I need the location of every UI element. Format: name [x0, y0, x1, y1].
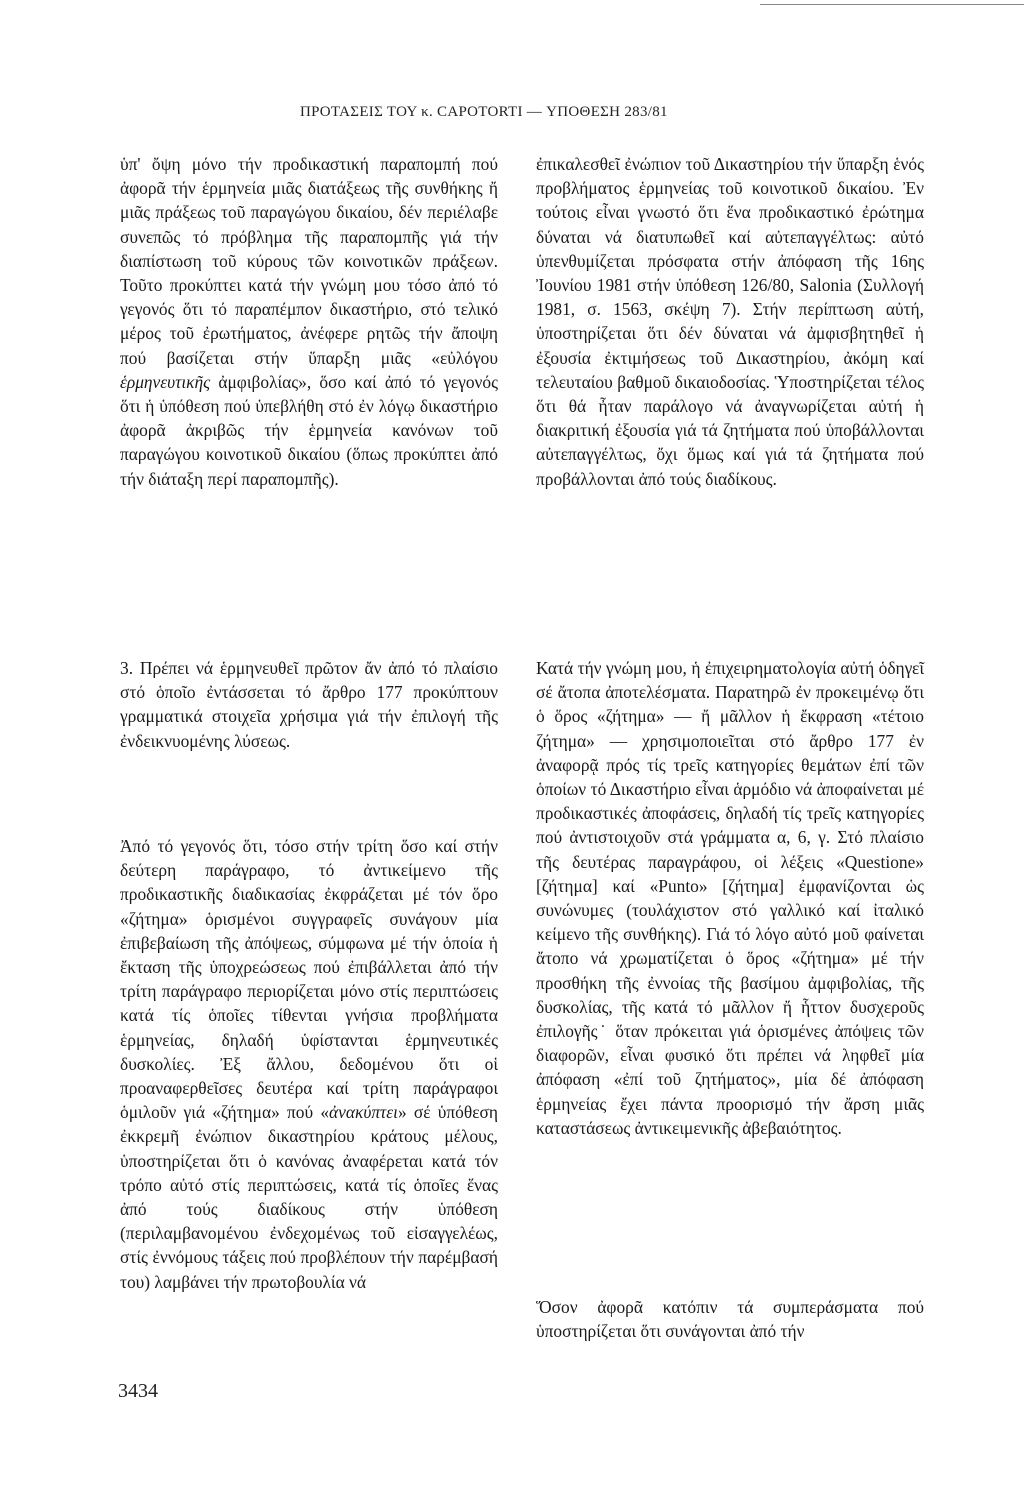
left-paragraph-3	[120, 834, 498, 1294]
left-paragraph-3-text-a: Ἀπό τό γεγονός ὅτι, τόσο στήν τρίτη ὅσο καί στήν δεύτερη παράγραφο, τό ἀντικείμενο τῆς προδικαστικῆς διαδικασίας ἐκφράζεται μέ τόν ὅρο «ζήτημα» ὁρισμένοι συγγραφεῖς συνάγουν μία ἐπιβεβαίωση τῆς ἀπόψεως, σύμφωνα μέ τήν ὁποία ἡ ἔκταση τῆς ὑποχρεώσεως πού ἐπιβάλλεται ἀπό τήν τρίτη παράγραφο περιορίζεται μόνο στίς περιπτώσεις κατά τίς ὁποῖες τίθενται γνήσια προβλήματα ἑρμηνείας, δηλαδή ὑφίστανται ἑρμηνευτικές δυσκολίες. Ἐξ ἄλλου, δεδομένου ὅτι οἱ προαναφερθεῖσες δευτέρα καί τρίτη παράγραφοι ὁμιλοῦν γιά «ζήτημα» πού «	[120, 836, 498, 1123]
right-paragraph-2-text: Κατά τήν γνώμη μου, ἡ ἐπιχειρηματολογία αὐτή ὁδηγεῖ σέ ἄτοπα ἀποτελέσματα. Παρατηρῶ ἐν προκειμένῳ ὅτι ὁ ὅρος «ζήτημα» — ἤ μᾶλλον ἡ ἔκφραση «τέτοιο ζήτημα» — χρησιμοποιεῖται στό ἄρθρο 177 ἐν ἀναφορᾷ πρός τίς τρεῖς κατηγορίες θεμάτων ἐπί τῶν ὁποίων τό Δικαστήριο εἶναι ἁρμόδιο νά ἀποφαίνεται μέ προδικαστικές ἀποφάσεις, δηλαδή τίς τρεῖς κατηγορίες πού ἀντιστοιχοῦν στά γράμματα α, 6, γ. Στό πλαίσιο τῆς δευτέρας παραγράφου, οἱ λέξεις «Questione» [ζήτημα] καί «Punto» [ζήτημα] ἐμφανίζονται ὡς συνώνυμες (τουλάχιστον στό γαλλικό καί ἰταλικό κείμενο τῆς συνθήκης). Γιά τό λόγο αὐτό μοῦ φαίνεται ἄτοπο νά χρωματίζεται ὁ ὅρος «ζήτημα» μέ τήν προσθήκη τῆς ἐννοίας τῆς βασίμου ἀμφιβολίας, τῆς δυσκολίας, τῆς κατά τό μᾶλλον ἤ ἧττον δυσχεροῦς ἐπιλογῆς˙ ὅταν πρόκειται γιά ὁρισμένες ἀπόψεις τῶν διαφορῶν, εἶναι φυσικό ὅτι πρέπει νά ληφθεῖ μία ἀπόφαση «ἐπί τοῦ ζητήματος», μία δέ ἀπόφαση ἑρμηνείας ἔχει πάντα προορισμό τήν ἄρση μιᾶς καταστάσεως ἀντικειμενικῆς ἀβεβαιότητος.	[536, 658, 924, 1138]
left-paragraph-1-text-b: ἀμφιβολίας», ὅσο καί ἀπό τό γεγονός ὅτι ἡ ὑπόθεση πού ὑπεβλήθη στό ἐν λόγῳ δικαστήριο ἀφορᾶ ἀκριβῶς τήν ἑρμηνεία κανόνων τοῦ παραγώγου κοινοτικοῦ δικαίου (ὅπως προκύπτει ἀπό τήν διάταξη περί παραπομπῆς).	[120, 371, 498, 489]
right-paragraph-1	[536, 152, 924, 491]
section-3-paragraph: 3. Πρέπει νά ἑρμηνευθεῖ πρῶτον ἄν ἀπό τό πλαίσιο στό ὁποῖο ἐντάσσεται τό ἄρθρο 177 προκύπτουν γραμματικά στοιχεῖα χρήσιμα γιά τήν ἐπιλογή τῆς ἐνδεικνυομένης λύσεως.	[120, 658, 498, 751]
page-number: 3434	[118, 1380, 158, 1402]
top-rule	[760, 4, 1024, 5]
left-paragraph-2	[120, 656, 498, 753]
left-paragraph-3-text-b: » σέ ὑπόθεση ἐκκρεμῆ ἐνώπιον δικαστηρίου κράτους μέλους, ὑποστηρίζεται ὅτι ὁ κανόνας ἀναφέρεται κατά τόν τρόπο αὐτό στίς περιπτώσεις, κατά τίς ὁποῖες ἕνας ἀπό τούς διαδίκους στήν ὑπόθεση (περιλαμβανομένου ἐνδεχομένως τοῦ εἰσαγγελέως, στίς ἐννόμους τάξεις πού προβλέπουν τήν παρέμβασή του) λαμβάνει τήν πρωτοβουλία νά	[120, 1102, 498, 1292]
left-paragraph-1	[120, 152, 498, 491]
italic-term-arises: ἀνακύπτει	[329, 1102, 398, 1123]
right-paragraph-3	[536, 1295, 924, 1343]
right-paragraph-3-text: Ὅσον ἀφορᾶ κατόπιν τά συμπεράσματα πού ὑποστηρίζεται ὅτι συνάγονται ἀπό τήν	[536, 1297, 924, 1342]
left-paragraph-1-text-a: ὑπ' ὄψη μόνο τήν προδικαστική παραπομπή πού ἀφορᾶ τήν ἑρμηνεία μιᾶς διατάξεως τῆς συνθήκης ἤ μιᾶς πράξεως τοῦ παραγώγου δικαίου, δέν περιέλαβε συνεπῶς τό πρόβλημα τῆς παραπομπῆς γιά τήν διαπίστωση τοῦ κύρους τῶν κοινοτικῶν πράξεων. Τοῦτο προκύπτει κατά τήν γνώμη μου τόσο ἀπό τό γεγονός ὅτι τό παραπέμπον δικαστήριο, στό τελικό μέρος τοῦ ἐρωτήματος, ἀνέφερε ρητῶς τήν ἄποψη πού βασίζεται στήν ὕπαρξη μιᾶς «εὐλόγου	[120, 154, 498, 368]
right-paragraph-1-text: ἐπικαλεσθεῖ ἐνώπιον τοῦ Δικαστηρίου τήν ὕπαρξη ἑνός προβλήματος ἑρμηνείας τοῦ κοινοτικοῦ δικαίου. Ἐν τούτοις εἶναι γνωστό ὅτι ἕνα προδικαστικό ἐρώτημα δύναται νά διατυπωθεῖ καί αὐτεπαγγέλτως: αὐτό ὑπενθυμίζεται πρόσφατα στήν ἀπόφαση τῆς 16ης Ἰουνίου 1981 στήν ὑπόθεση 126/80, Salonia (Συλλογή 1981, σ. 1563, σκέψη 7). Στήν περίπτωση αὐτή, ὑποστηρίζεται ὅτι δέν δύναται νά ἀμφισβητηθεῖ ἡ ἐξουσία ἐκτιμήσεως τοῦ Δικαστηρίου, ἀκόμη καί τελευταίου βαθμοῦ δικαιοδοσίας. Ὑποστηρίζεται τέλος ὅτι θά ἦταν παράλογο νά ἀναγνωρίζεται αὐτή ἡ διακριτική ἐξουσία γιά τά ζητήματα πού ὑποβάλλονται αὐτεπαγγέλτως, ὄχι ὅμως καί γιά τά ζητήματα πού προβάλλονται ἀπό τούς διαδίκους.	[536, 154, 924, 489]
running-head: ΠΡΟΤΑΣΕΙΣ ΤΟΥ κ. CAPOTORTI — ΥΠΟΘΕΣΗ 283/81	[300, 104, 668, 120]
italic-term-hermeneutic: ἑρμηνευτικῆς	[120, 371, 211, 392]
right-paragraph-2	[536, 656, 924, 1140]
